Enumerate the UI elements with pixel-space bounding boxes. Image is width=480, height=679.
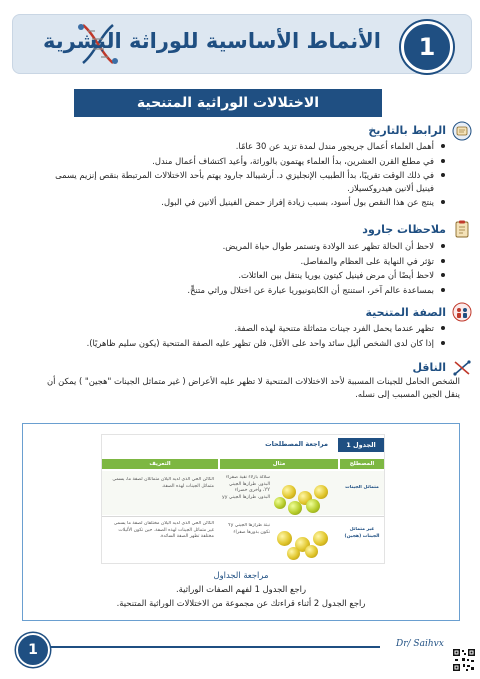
table-ref-line: راجع الجدول 2 أثناء قراءتك عن مجموعة من الاختلالات الوراثية المتنحية. [116,598,366,608]
green-pea [306,499,320,513]
list-item: في مطلع القرن العشرين، بدأ العلماء يهتمون بالوراثة، وأعيد اكتشاف أعمال مندل. [46,155,446,168]
yellow-pea [282,485,296,499]
table-review-title: مراجعة الجداول [213,570,269,580]
table-label: الجدول 1 [338,438,384,452]
list-item: أهمل العلماء أعمال جريجور مندل لمدة تزيد عن 30 عامًا. [46,140,446,153]
carrier-heading: الناقل [412,361,446,374]
green-pea [274,497,286,509]
garrod-heading: ملاحظات جارود [362,223,446,236]
list-item: في ذلك الوقت تقريبًا، بدأ الطبيب الإنجليزي د. أرشيبالد جارود يهتم بأحد الاختلالات المرتبطة بنقص إنزيم يسمى فينيل ألانين هيدروكسيلاز. [46,169,446,194]
chapter-number-badge: 1 [401,21,453,73]
yellow-pea [305,545,318,558]
history-heading: الرابط بالتاريخ [368,124,446,137]
table-ref-line: راجع الجدول 1 لفهم الصفات الوراثية. [175,584,307,594]
section-title: الاختلالات الوراثية المتنحية [74,89,382,117]
list-item: تؤثر في النهاية على العظام والمفاصل. [46,255,446,268]
list-item: بمساعدة عالم آخر، استنتج أن الكابتونيوريا عبارة عن اختلال وراثي متنحٍّ. [46,284,446,297]
yellow-pea [314,485,328,499]
chapter-title: الأنماط الأساسية للوراثة البشرية [43,29,381,53]
footer-divider [50,646,380,648]
family-icon [452,302,472,322]
list-item: ينتج عن هذا النقص بول أسود، بسبب زيادة إفراز حمض الفينيل ألانين في البول. [46,196,446,209]
scroll-icon [452,121,472,141]
table-cell: غير متماثل الجينات (هجين) [344,527,380,539]
list-item: لاحظ أن الحالة تظهر عند الولادة وتستمر طوال حياة المريض. [46,240,446,253]
yellow-pea [313,531,328,546]
column-header: التعريف [102,459,218,469]
yellow-pea [287,547,300,560]
table-cell: سلالة بازلاء نقية صفراء البذور. طرازها الجيني YY، وأخرى خضراء البذور، طرازها الجيني yy [222,475,270,500]
notepad-icon [452,219,472,239]
table-cell: الكائن الحي الذي لديه أليلان مختلفان لصفة ما يسمى غير متماثل الجينات لهذه الصفة. حين تكون الأليلات مختلفة تظهر الصفة السائدة. [113,521,214,539]
column-header: مثال [220,459,338,469]
table-title: مراجعة المصطلحات [265,440,328,448]
garrod-list [46,240,446,298]
recessive-list [46,322,446,351]
yellow-pea [277,531,292,546]
history-list [46,140,446,211]
list-item: لاحظ أيضًا أن مرض فينيل كيتون يوريا ينتقل بين العائلات. [46,269,446,282]
list-item: إذا كان لدى الشخص أليل سائد واحد على الأقل، فلن تظهر عليه الصفة المتنحية (يكون سليم ظاهريًا). [46,337,446,350]
green-pea [288,501,302,515]
column-header: المصطلح [340,459,384,469]
carrier-text: الشخص الحامل للجينات المسببة لأحد الاختلالات المتنحية لا تظهر عليه الأعراض ( غير متماثل الجينات "هجين" ) يمكن أن ينقل الجين المسبب إلى نسله. [47,376,460,399]
table-figure-box [22,423,460,621]
author-signature: Dr/ Saihvx [396,639,444,649]
list-item: تظهر عندما يحمل الفرد جينات متماثلة متنحية لهذه الصفة. [46,322,446,335]
header-banner [12,14,472,74]
page-number: 1 [16,633,50,667]
recessive-heading: الصفة المتنحية [365,306,446,319]
table-cell: الكائن الحي الذي لديه أليلان متماثلان لصفة ما، يسمى متماثل الجينات لهذه الصفة. [112,477,214,489]
table-cell: متماثل الجينات [345,485,379,490]
qr-code-icon [452,648,476,672]
table-cell: نبتة طرازها الجيني Yy تكون بذورها صفراء [227,523,270,535]
terms-table-image [101,434,385,564]
